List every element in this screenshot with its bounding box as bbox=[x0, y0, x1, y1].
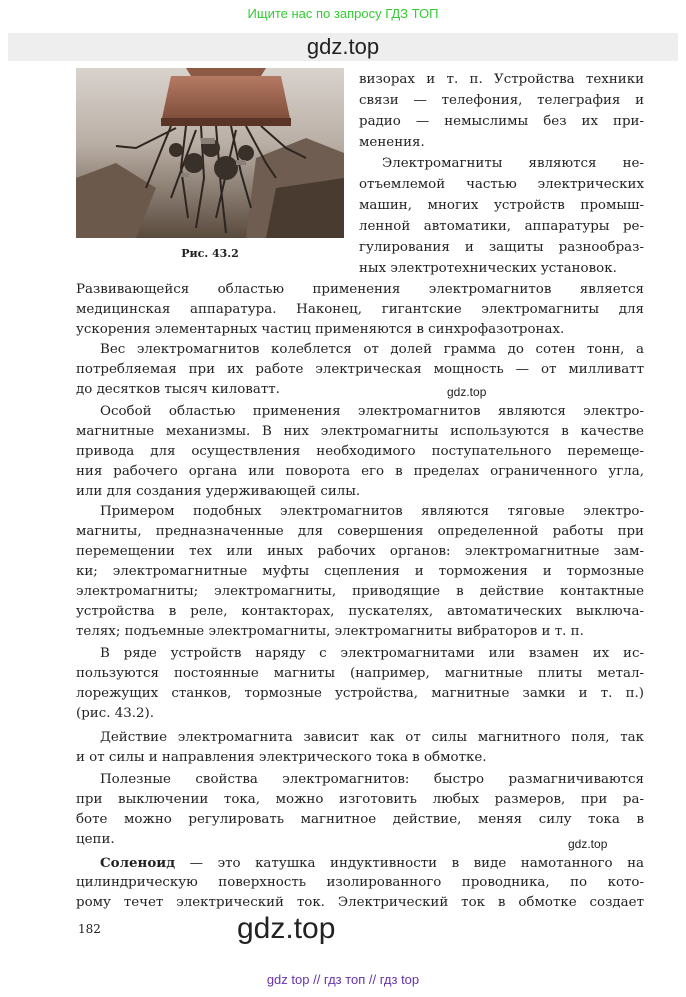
text-line: ускорения элементарных частиц применяются в синхрофазотронах. bbox=[76, 322, 565, 337]
text-line: Вес электромагнитов колеблется от долей грамма до сотен тонн, а bbox=[100, 342, 644, 357]
text-line: потребляемая при их работе электрическая мощность — от милливатт bbox=[76, 362, 644, 377]
text-line: электромагниты; электромагниты, приводящие в действие контактные bbox=[76, 584, 644, 599]
page-number: 182 bbox=[78, 922, 101, 936]
text-line: рому течет электрический ток. Электрический ток в обмотке создает bbox=[76, 895, 644, 910]
text-line: цилиндрическую поверхность изолированного проводника, по кото- bbox=[76, 875, 644, 890]
text-line: менения. bbox=[359, 135, 425, 150]
text-line: телях; подъемные электромагниты, электромагниты вибраторов и т. п. bbox=[76, 624, 584, 639]
text-line: Примером подобных электромагнитов являются тяговые электро- bbox=[100, 504, 644, 519]
watermark-mid: gdz.top bbox=[447, 385, 487, 399]
text-line: магниты, предназначенные для совершения определенной работы при bbox=[76, 524, 644, 539]
text-line: Действие электромагнита зависит как от силы магнитного поля, так bbox=[100, 730, 644, 745]
text-line: Электромагниты являются не- bbox=[382, 156, 644, 171]
text-line: отъемлемой частью электрических bbox=[359, 177, 644, 192]
text-line: Полезные свойства электромагнитов: быстро размагничиваются bbox=[100, 772, 644, 787]
text-line: машин, многих устройств промыш- bbox=[359, 198, 644, 213]
text-line: ных электротехнических установок. bbox=[359, 261, 617, 276]
text-line: (рис. 43.2). bbox=[76, 706, 155, 721]
watermark-right: gdz.top bbox=[568, 837, 608, 851]
solenoid-line bbox=[100, 853, 644, 874]
figure-caption: Рис. 43.2 bbox=[181, 247, 239, 260]
text-line: пользуются постоянные магниты (например, магнитные плиты метал- bbox=[76, 666, 644, 681]
text-line: Развивающейся областью применения электромагнитов является bbox=[76, 282, 644, 297]
solenoid-term: Соленоид bbox=[100, 855, 176, 871]
text-line: или для создания удерживающей силы. bbox=[76, 484, 361, 499]
text-line: цепи. bbox=[76, 832, 115, 847]
text-line: перемещении тех или иных рабочих органов: электромагнитные зам- bbox=[76, 544, 644, 559]
text-line: при выключении тока, можно изготовить любых размеров, при ра- bbox=[76, 792, 644, 807]
text-line: магнитные механизмы. В них электромагниты используются в качестве bbox=[76, 424, 644, 439]
text-line: В ряде устройств наряду с электромагнитами или взамен их ис- bbox=[100, 646, 644, 661]
text-line: до десятков тысяч киловатт. bbox=[76, 382, 280, 397]
brand-header bbox=[8, 33, 678, 61]
text-line: связи — телефония, телеграфия и bbox=[359, 93, 644, 108]
text-line: медицинская аппаратура. Наконец, гигантские электромагниты для bbox=[76, 302, 644, 317]
brand-header-title: gdz.top bbox=[306, 34, 380, 59]
footer-links[interactable]: gdz top // гдз топ // гдз top bbox=[266, 972, 420, 987]
text-line: ки; электромагнитные муфты сцепления и торможения и тормозные bbox=[76, 564, 644, 579]
text-line: гулирования и защиты разнообраз- bbox=[359, 240, 644, 255]
figure-photo-electromagnet-crane bbox=[76, 68, 344, 238]
text-line: привода для осуществления необходимого поступательного перемеще- bbox=[76, 444, 644, 459]
text-line: ленной автоматики, аппаратуры ре- bbox=[359, 219, 644, 234]
text-line: визорах и т. п. Устройства техники bbox=[359, 72, 644, 87]
text-line: устройства в реле, контакторах, пускателях, автоматических выключа- bbox=[76, 604, 644, 619]
text-line: Особой областью применения электромагнитов являются электро- bbox=[100, 404, 644, 419]
watermark-bottom: gdz.top bbox=[237, 912, 336, 945]
text-line: лорежущих станков, тормозные устройства, магнитные замки и т. п.) bbox=[76, 686, 644, 701]
solenoid-definition-start: — это катушка индуктивности в виде намотанного на bbox=[175, 856, 644, 871]
text-line: ния рабочего органа или поворота его в пределах ограниченного угла, bbox=[76, 464, 644, 479]
text-line: боте можно регулировать магнитное действие, меняя силу тока в bbox=[76, 812, 644, 827]
text-line: и от силы и направления электрического тока в обмотке. bbox=[76, 750, 487, 765]
search-banner[interactable]: Ищите нас по запросу ГДЗ ТОП bbox=[247, 6, 439, 21]
text-line: радио — немыслимы без их при- bbox=[359, 114, 644, 129]
